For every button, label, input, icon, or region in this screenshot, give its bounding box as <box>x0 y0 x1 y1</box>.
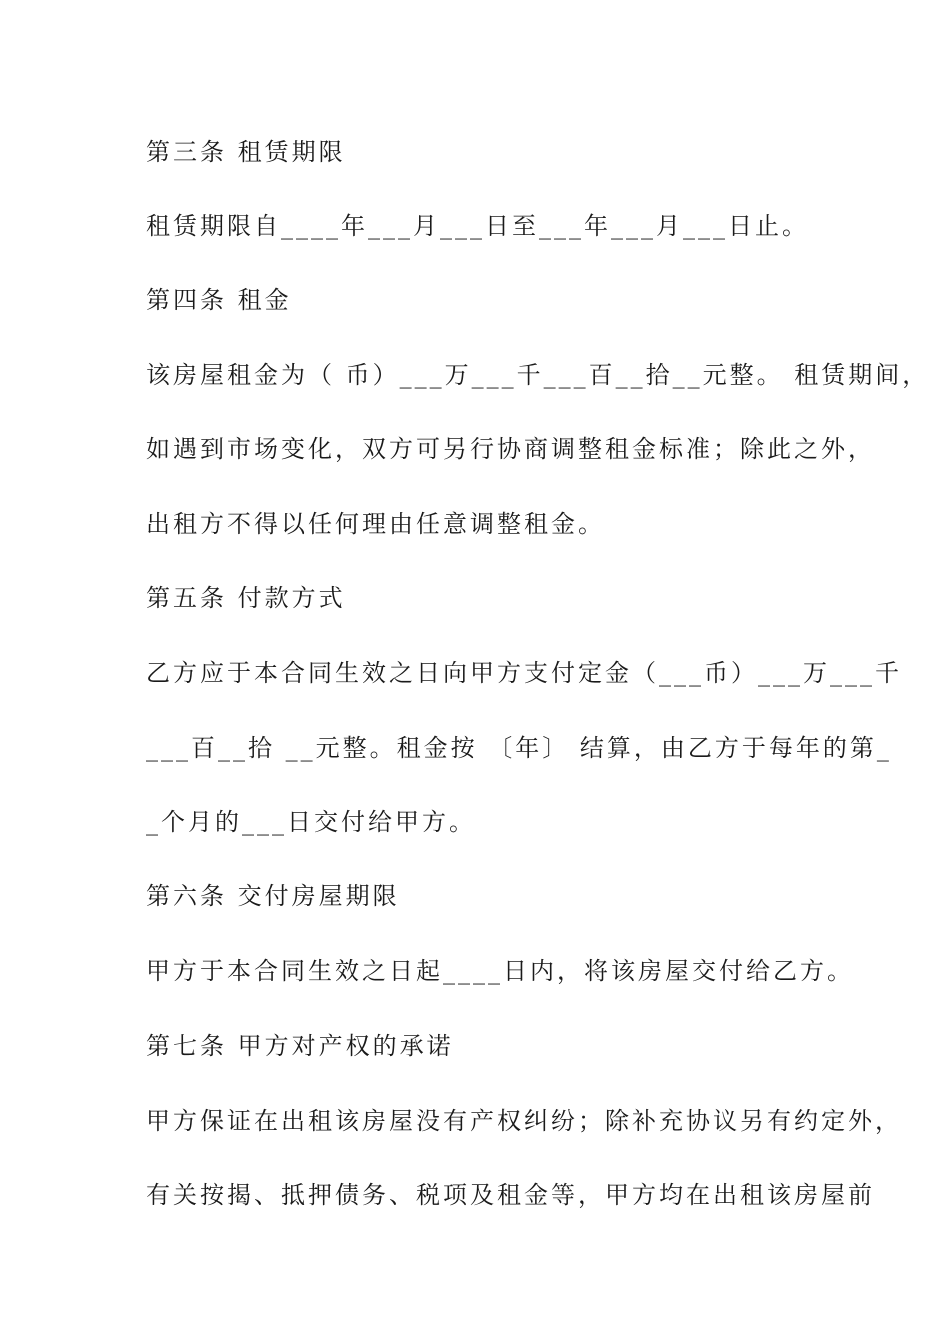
article-6-text: 甲方于本合同生效之日起____日内，将该房屋交付给乙方。 <box>146 957 854 985</box>
article-5-heading: 第五条 付款方式 <box>146 584 346 612</box>
article-4-text-line-3: 出租方不得以任何理由任意调整租金。 <box>146 510 605 538</box>
article-3-heading: 第三条 租赁期限 <box>146 138 346 166</box>
article-5-text-line-1: 乙方应于本合同生效之日向甲方支付定金（___币）___万___千 <box>146 659 902 687</box>
article-6-heading: 第六条 交付房屋期限 <box>146 882 400 910</box>
article-5-text-line-3: _个月的___日交付给甲方。 <box>146 808 476 836</box>
article-5-text-line-2: ___百__拾 __元整。租金按 〔年〕 结算，由乙方于每年的第_ <box>146 734 892 762</box>
article-4-heading: 第四条 租金 <box>146 286 292 314</box>
article-7-heading: 第七条 甲方对产权的承诺 <box>146 1032 454 1060</box>
article-7-text-line-2: 有关按揭、抵押债务、税项及租金等，甲方均在出租该房屋前 <box>146 1181 875 1209</box>
article-4-text-line-1: 该房屋租金为（ 币）___万___千___百__拾__元整。 租赁期间， <box>146 361 930 389</box>
article-4-text-line-2: 如遇到市场变化，双方可另行协商调整租金标准；除此之外， <box>146 435 875 463</box>
article-3-text: 租赁期限自____年___月___日至___年___月___日止。 <box>146 212 809 240</box>
article-7-text-line-1: 甲方保证在出租该房屋没有产权纠纷；除补充协议另有约定外， <box>146 1107 902 1135</box>
